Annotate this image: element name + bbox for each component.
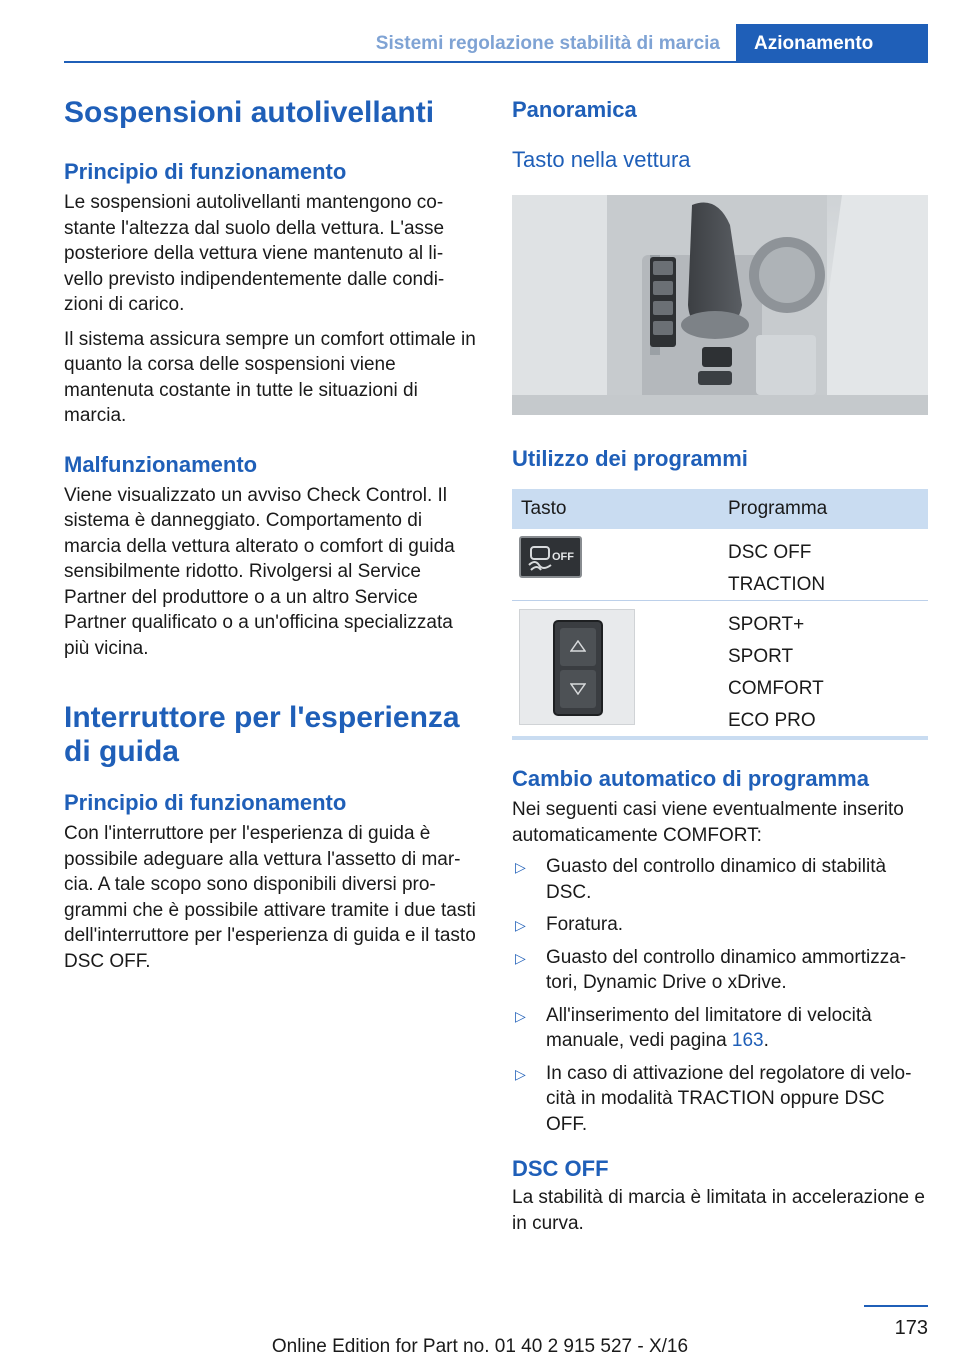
paragraph-malfunction: Viene visualizzato un avviso Check Control. Il sistema è danneggiato. Comportamento di marcia della vettura alterato o comfort di guida sensibilmente ridotto. Rivolgersi al Service Partner del produttore o a un altro Service Partner qualificato o a un'officina specializzata più vicina.: [64, 484, 455, 659]
program-comfort: COMFORT: [728, 678, 824, 699]
auto-program-section: [512, 765, 928, 1236]
table-header-button: Tasto: [521, 498, 567, 519]
heading-driving-experience-switch: Interruttore per l'esperienza di guida: [64, 701, 460, 768]
heading-functional-principle-2: Principio di funzionamento: [64, 790, 347, 815]
vehicle-console-photo: [512, 195, 928, 415]
paragraph-suspension-1: Le sospensioni autolivellanti mantengono co-stante l'altezza dal suolo della vettura. L'asse posteriore della vettura viene mantenuto al li-vello previsto indipendentemente dalle condi-zioni di carico.: [64, 192, 445, 315]
paragraph-suspension-2: Il sistema assicura sempre un comfort ottimale in quanto la corsa delle sospensioni viene mantenuta costante in tutte le situazioni di marcia.: [64, 328, 476, 426]
heading-use-of-programs: Utilizzo dei programmi: [512, 446, 748, 471]
up-arrow-icon: [570, 640, 586, 652]
heading-functional-principle: Principio di funzionamento: [64, 159, 347, 184]
triangle-bullet-icon: ▷: [515, 917, 526, 933]
table-header-program: Programma: [728, 498, 828, 519]
running-header-section: Sistemi regolazione stabilità di marcia: [375, 33, 720, 54]
table-header: [512, 489, 928, 529]
dsc-off-icon-label: OFF: [552, 551, 574, 563]
triangle-bullet-icon: ▷: [515, 859, 526, 875]
list-item: ▷ Foratura.: [512, 912, 928, 938]
triangle-bullet-icon: ▷: [515, 949, 526, 966]
driving-experience-switch-icon: [519, 609, 635, 725]
heading-automatic-program-change: Cambio automatico di programma: [512, 766, 869, 791]
triangle-bullet-icon: ▷: [515, 1007, 526, 1024]
list-item: ▷ All'inserimento del limitatore di velocità manuale, vedi pagina 163.: [515, 1004, 872, 1051]
paragraph-dsc-off: La stabilità di marcia è limitata in accelerazione e in curva.: [512, 1187, 925, 1234]
auto-program-list: [512, 854, 928, 1137]
paragraph-driving-experience: Con l'interruttore per l'esperienza di guida è possibile adeguare alla vettura l'assetto di mar-cia. A tale scopo sono disponibili diversi pro-grammi che è possibile attivare tramite i due tasti dell'interruttore per l'esperienza di guida e il tasto DSC OFF.: [64, 823, 476, 972]
heading-button-in-vehicle: Tasto nella vettura: [512, 147, 691, 172]
page-number: 173: [894, 1317, 928, 1339]
list-item: ▷ Guasto del controllo dinamico ammortizza-tori, Dynamic Drive o xDrive.: [515, 946, 907, 993]
down-arrow-icon: [570, 683, 586, 695]
heading-malfunction: Malfunzionamento: [64, 451, 258, 477]
programs-table: [512, 489, 928, 740]
program-dsc-off: DSC OFF: [728, 542, 812, 563]
left-column: [64, 96, 479, 974]
paragraph-auto-program: Nei seguenti casi viene eventualmente inserito automaticamente COMFORT:: [512, 799, 904, 846]
page-number-rule: [864, 1305, 928, 1307]
table-row: [512, 529, 928, 601]
edition-footer: Online Edition for Part no. 01 40 2 915 527 - X/16: [271, 1336, 689, 1357]
heading-self-leveling-suspension: Sospensioni autolivellanti: [64, 96, 435, 129]
table-row: [512, 601, 928, 736]
list-item: ▷ In caso di attivazione del regolatore di velo-cità in modalità TRACTION oppure DSC OFF.: [515, 1062, 912, 1135]
heading-overview: Panoramica: [512, 97, 637, 122]
program-eco-pro: ECO PRO: [728, 710, 816, 731]
right-column: [512, 96, 928, 174]
header-rule: [64, 61, 928, 63]
list-item: ▷ Guasto del controllo dinamico di stabilità DSC.: [515, 856, 887, 903]
program-sport-plus: SPORT+: [728, 614, 805, 635]
triangle-bullet-icon: ▷: [515, 1065, 526, 1082]
page-reference-link[interactable]: 163: [731, 1030, 764, 1051]
program-traction: TRACTION: [728, 574, 826, 595]
dsc-off-button-icon: [519, 536, 582, 578]
running-header-tab: Azionamento: [736, 24, 928, 63]
heading-dsc-off: DSC OFF: [512, 1156, 609, 1181]
program-sport: SPORT: [728, 646, 794, 667]
